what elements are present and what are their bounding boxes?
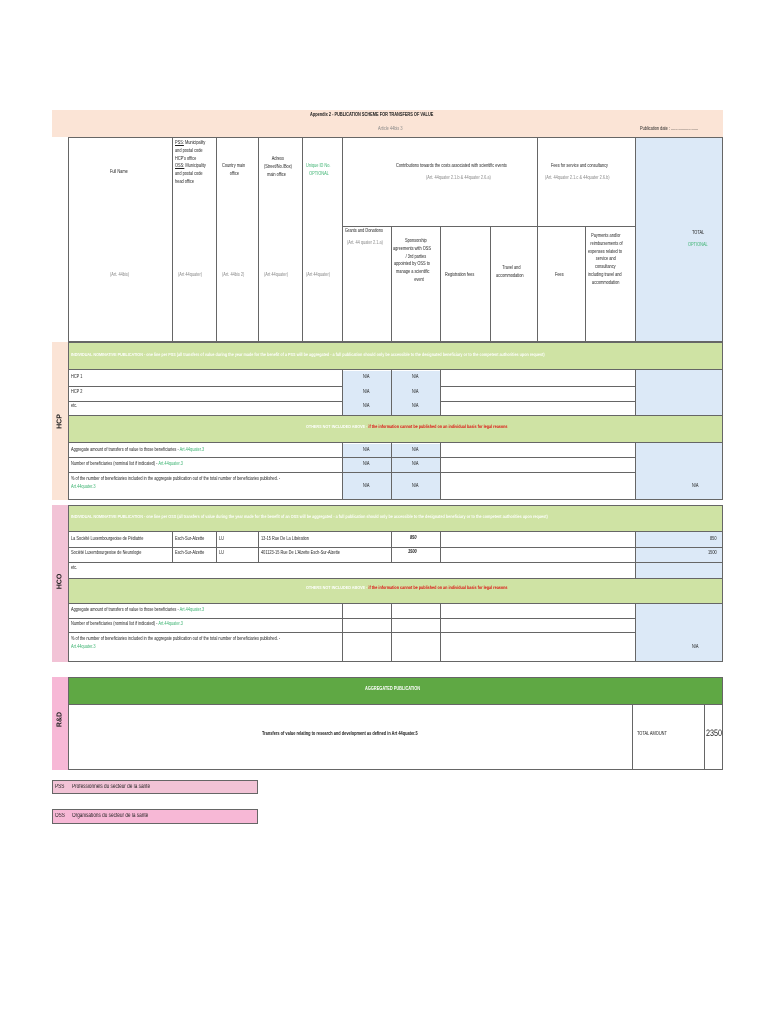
hcp-agg-3-na2: N/A	[412, 483, 419, 489]
hco-row-1-country: LU	[219, 536, 224, 542]
hco-individual-banner-text: INDIVIDUAL NOMINATIVE PUBLICATION - one line per OSS (all transfers of value during the year made for the benefit of an OSS will be aggregated - a full publication should only be accessible to the designated beneficiary or to the competent authorities upon request)	[71, 515, 548, 520]
header-contributions: Contributions towards the costs associated with scientific events	[396, 163, 507, 169]
page-title: Appendix 2 - PUBLICATION SCHEME FOR TRANSFERS OF VALUE	[310, 112, 434, 118]
rd-text: Transfers of value relating to research and development as defined in Art 44quater.5	[262, 731, 418, 737]
hcp-individual-banner-text: INDIVIDUAL NOMINATIVE PUBLICATION - one line per PSS (all transfers of value during the year made for the benefit of a PSS will be aggregated - a full publication should only be accessible to the designated beneficiary or to the competent authorities upon request)	[71, 353, 545, 358]
article-ref: Article 44bis 3	[378, 126, 403, 132]
hco-row-1-name: La Société Luxembourgeoise de Pédiatrie	[71, 536, 144, 542]
header-travel: Travel and accommodation	[496, 265, 524, 279]
hco-row-1-city: Esch-Sur-Alzette	[175, 536, 205, 542]
header-pss: PSS: Municipality and postal code HCP's office OSS: Municipality and postal code head office	[175, 140, 206, 185]
ref-unique-id: (Art 44quater)	[306, 272, 331, 278]
hcp-agg-3-total: N/A	[692, 483, 699, 489]
hco-rows	[68, 532, 723, 579]
hcp-agg-1-na2: N/A	[412, 447, 419, 453]
legend-oss-text: Organisations du secteur de la santé	[72, 813, 149, 819]
header-unique-id: Unique ID No. OPTIONAL	[306, 163, 331, 177]
hco-row-2-country: LU	[219, 550, 224, 556]
rd-total-label: TOTAL AMOUNT	[637, 731, 667, 737]
hcp-agg-1: Aggregate amount of transfers of value to those beneficiaries - Art.44quater.3	[71, 447, 205, 453]
hcp-agg-1-na1: N/A	[363, 447, 370, 453]
hco-row-2-total: 1500	[708, 550, 717, 556]
header-grants: Grants and Donations	[345, 228, 383, 234]
hco-row-1-address: 13-15 Rue De La Libération	[261, 536, 309, 542]
hcp-side-label: HCP	[56, 414, 64, 429]
hcp-row-3-na2: N/A	[412, 403, 419, 409]
hco-side-label: HCO	[56, 573, 64, 590]
hco-row-1-amount: 850	[410, 535, 417, 541]
ref-country: (Art. 44bis 2)	[222, 272, 245, 278]
header-full-name: Full Name	[110, 169, 128, 175]
header-fees-service: Fees for service and consultancy	[551, 163, 609, 169]
header-country: Country main office	[222, 163, 246, 177]
hcp-row-1-na2: N/A	[412, 374, 419, 380]
hco-others-text: OTHERS NOT INCLUDED ABOVE - if the information cannot be published on an individual basis for legal reasons	[306, 586, 508, 591]
hco-row-2-amount: 1500	[408, 549, 417, 555]
hco-agg-1: Aggregate amount of transfers of value to those beneficiaries - Art.44quater.3	[71, 607, 205, 613]
header-fees: Fees	[555, 272, 564, 278]
ref-address: (Art 44quater)	[264, 272, 289, 278]
hcp-row-3-na1: N/A	[363, 403, 370, 409]
header-address: Adress (Street/No./Box) main office	[264, 156, 292, 178]
hcp-row-2-na1: N/A	[363, 389, 370, 395]
header-contributions-ref: (Art. 44quater 2.1.b & 44quater 2.6.a)	[426, 175, 491, 181]
publication-date: Publication date : .........................	[640, 126, 699, 132]
rd-banner-text: AGGREGATED PUBLICATION	[365, 686, 421, 692]
hcp-agg-2-na2: N/A	[412, 461, 419, 467]
hcp-row-1-name: HCP 1	[71, 374, 83, 380]
header-payments: Payments and/or reimbursements of expenses related to service and consultancy including travel and accommodation	[588, 233, 623, 286]
hco-row-3-name: etc.	[71, 565, 78, 571]
legend-pss-text: Professionnels du secteur de la santé	[72, 784, 151, 790]
ref-full-name: (Art. 44bis)	[110, 272, 130, 278]
header-grants-ref: (Art. 44 quater 2.1.a)	[347, 240, 383, 246]
hcp-agg-3-na1: N/A	[363, 483, 370, 489]
hcp-row-2-name: HCP 2	[71, 389, 83, 395]
ref-pss: (Art 44quater)	[178, 272, 203, 278]
hcp-agg-2-na1: N/A	[363, 461, 370, 467]
hcp-row-2-na2: N/A	[412, 389, 419, 395]
hcp-others-text: OTHERS NOT INCLUDED ABOVE - if the information cannot be published on an individual basis for legal reasons	[306, 425, 508, 430]
header-fees-service-ref: (Art. 44quater 2.1.c & 44quater 2.6.b)	[545, 175, 610, 181]
hcp-row-3-name: etc.	[71, 403, 78, 409]
legend-oss-abbr: OSS	[55, 813, 65, 819]
hcp-row-1-na1: N/A	[363, 374, 370, 380]
rd-total-value: 2350	[706, 728, 723, 738]
legend-pss-abbr: PSS	[55, 784, 65, 790]
hco-row-1-total: 850	[710, 536, 717, 542]
hco-agg-3-total: N/A	[692, 644, 699, 650]
hco-row-2-address: 401123-15 Rue De L'Alzette Esch-Sur-Alzette	[261, 550, 340, 556]
header-total-optional: OPTIONAL	[688, 242, 708, 248]
hco-row-2-name: Société Luxembourgeoise de Neurologie	[71, 550, 142, 556]
rd-side-label: R&D	[56, 711, 64, 728]
hco-agg-3: % of the number of beneficiaries included in the aggregate publication out of the total number of beneficiaries published. - Art.44quater.3	[71, 636, 281, 650]
header-registration: Registration fees	[445, 272, 475, 278]
header-sponsorship: Sponsorship agreements with OSS / 3rd parties appointed by OSS to manage a scientific event	[393, 238, 431, 283]
hco-agg-2: Number of beneficiaries (nominal list if indicated) - Art.44quater.3	[71, 621, 183, 627]
hco-row-2-city: Esch-Sur-Alzette	[175, 550, 205, 556]
hcp-agg-3: % of the number of beneficiaries included in the aggregate publication out of the total number of beneficiaries published. - Art.44quater.3	[71, 476, 281, 490]
hcp-agg-2: Number of beneficiaries (nominal list if indicated) - Art.44quater.3	[71, 461, 183, 467]
header-total: TOTAL	[692, 230, 705, 236]
